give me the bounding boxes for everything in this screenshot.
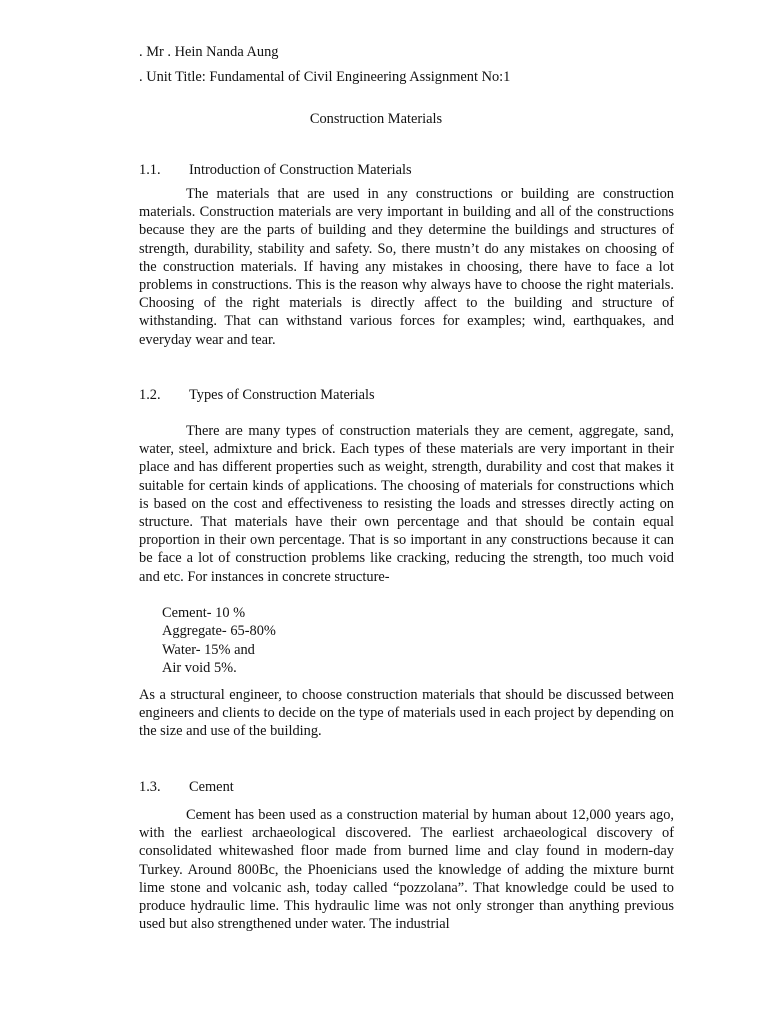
section-title: Introduction of Construction Materials — [189, 162, 412, 178]
list-item: Aggregate- 65-80% — [162, 623, 276, 640]
section-1-3-paragraph: Cement has been used as a construction material by human about 12,000 years ago, with the earliest archaeological discovered. The earliest archaeological discovery of consolidated whitewashed floor made from burned lime and clay found in modern-day Turkey. Around 800Bc, the Phoenicians used the knowledge of adding the mixture burnt lime stone and volcanic ash, today called “pozzolana”. That knowledge could be used to produce hydraulic lime. This hydraulic lime was not only stronger than anything previous used but also strengthened under water. The industrial — [139, 807, 674, 933]
section-heading-1-1 — [0, 161, 768, 179]
list-item: Air void 5%. — [162, 660, 237, 677]
section-title: Cement — [189, 779, 234, 795]
material-percentage-list — [162, 604, 276, 678]
section-1-2-paragraph: There are many types of construction materials they are cement, aggregate, sand, water, steel, admixture and brick. Each types of these materials are very important in their place and has different properties such as weight, strength, durability and cost that makes it suitable for certain kinds of applications. The choosing of materials for constructions which is based on the cost and effectiveness to resisting the loads and stresses directly acting on structure. That materials have their own percentage and that should be contain equal proportion in their own percentage. That is so important in any constructions because it can be face a lot of construction problems like cracking, reducing the strength, too much void and etc. For instances in concrete structure- — [139, 423, 674, 585]
section-number: 1.3. — [139, 779, 161, 795]
document-title: Construction Materials — [309, 111, 443, 127]
list-item: Water- 15% and — [162, 641, 255, 658]
author-line: . Mr . Hein Nanda Aung — [139, 44, 279, 60]
section-title: Types of Construction Materials — [189, 387, 375, 403]
list-item: Cement- 10 % — [162, 605, 246, 621]
unit-title-line: . Unit Title: Fundamental of Civil Engineering Assignment No:1 — [139, 69, 511, 85]
section-number: 1.2. — [139, 387, 161, 403]
section-heading-1-2 — [0, 386, 768, 404]
section-heading-1-3 — [0, 778, 768, 796]
section-1-1-paragraph: The materials that are used in any constructions or building are construction materials. Construction materials are very important in building and all of the constructions because they are the parts of building and they determine the buildings and structures of strength, durability, stability and safety. So, there mustn’t do any mistakes on choosing of the construction materials. If having any mistakes in choosing, there have to face a lot problems in constructions. This is the reason why always have to choose the right materials. Choosing of the right materials is directly affect to the building and structure of withstanding. That can withstand various forces for examples; wind, earthquakes, and everyday wear and tear. — [139, 186, 674, 348]
section-1-2-closing-paragraph: As a structural engineer, to choose construction materials that should be discussed between engineers and clients to decide on the type of materials used in each project by depending on the size and use of the building. — [139, 687, 674, 740]
section-number: 1.1. — [139, 162, 161, 178]
